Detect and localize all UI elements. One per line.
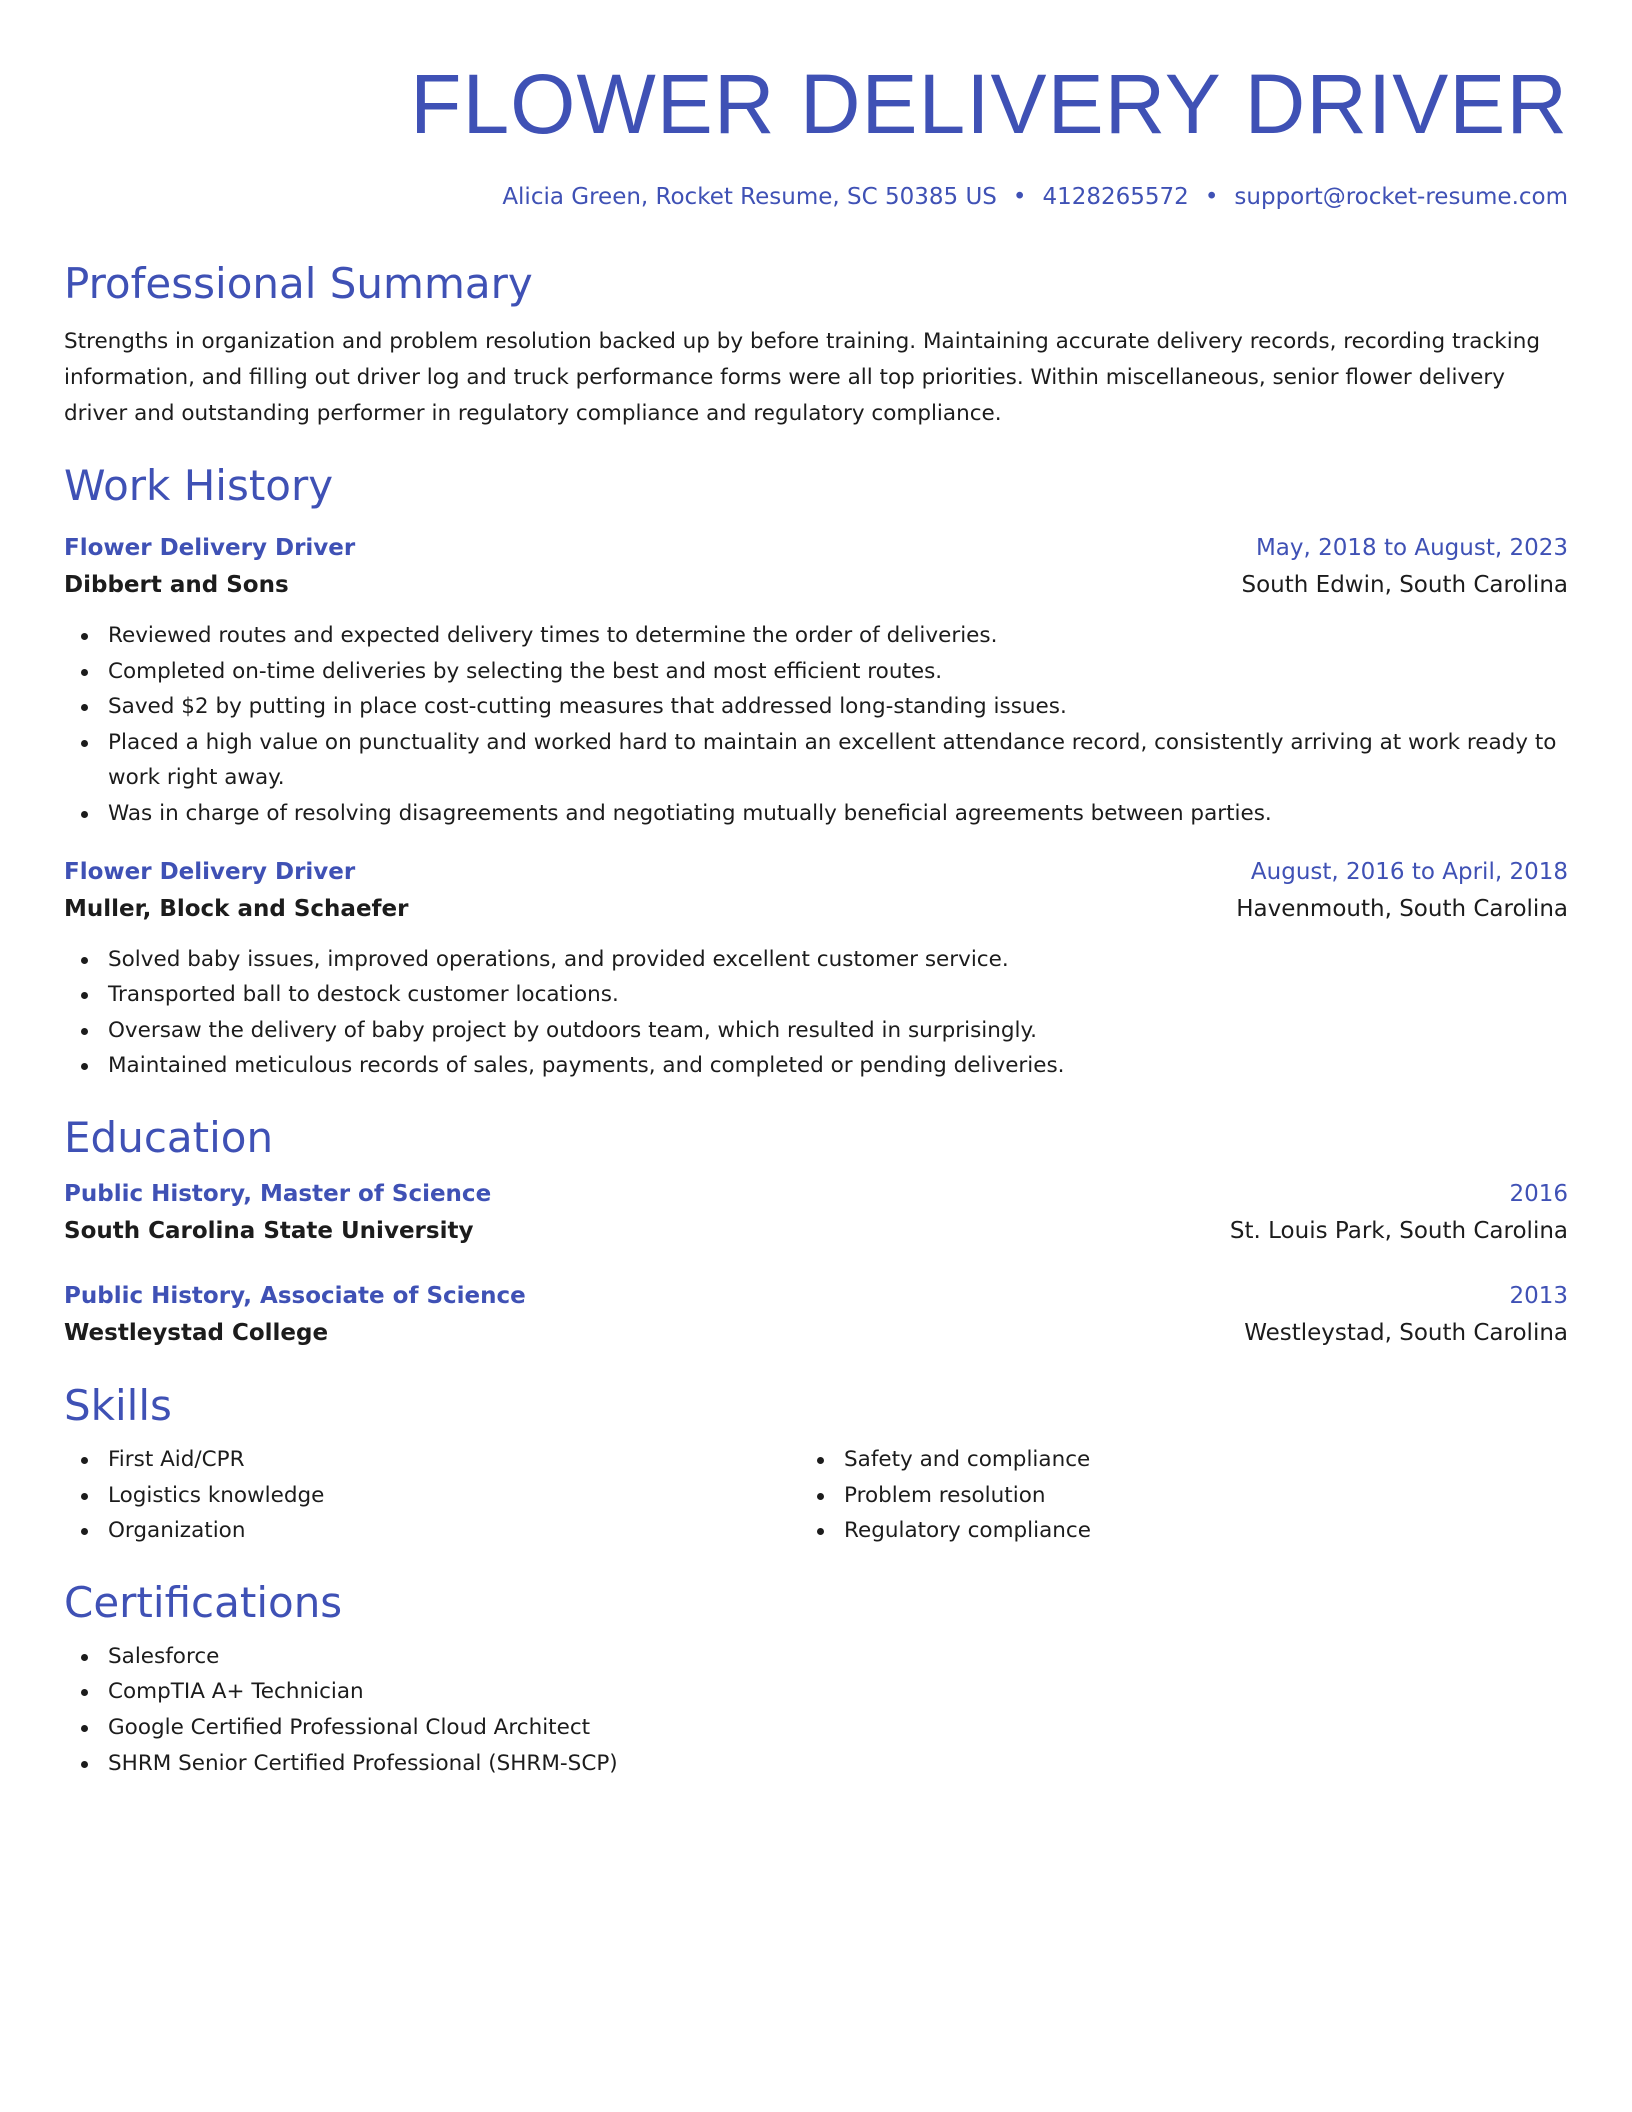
education-school-row xyxy=(64,1314,1568,1352)
skills-list-right xyxy=(800,1442,1536,1549)
skill-item: Logistics knowledge xyxy=(108,1478,800,1514)
certifications-list xyxy=(64,1639,1568,1781)
job-bullet: Completed on-time deliveries by selecting the best and most efficient routes. xyxy=(108,654,1568,690)
job-title: Flower Delivery Driver xyxy=(64,535,356,561)
job-entry xyxy=(64,530,1568,832)
job-dates: May, 2018 to August, 2023 xyxy=(1255,535,1568,561)
resume-title: FLOWER DELIVERY DRIVER xyxy=(410,57,1568,151)
job-dates: August, 2016 to April, 2018 xyxy=(1250,858,1568,885)
job-entry xyxy=(64,854,1568,1084)
job-bullet: Solved baby issues, improved operations, and provided excellent customer service. xyxy=(108,942,1568,978)
job-bullet: Reviewed routes and expected delivery times to determine the order of deliveries. xyxy=(108,618,1568,654)
education-entry xyxy=(64,1278,1568,1352)
education-school: South Carolina State University xyxy=(64,1217,474,1244)
certification-item: SHRM Senior Certified Professional (SHRM-SCP) xyxy=(108,1746,1568,1782)
education-degree: Public History, Associate of Science xyxy=(64,1282,526,1309)
job-company-row xyxy=(64,566,1568,604)
job-bullet: Transported ball to destock customer locations. xyxy=(108,977,1568,1013)
education-location: St. Louis Park, South Carolina xyxy=(1229,1217,1568,1244)
job-company: Dibbert and Sons xyxy=(64,572,289,598)
job-company: Muller, Block and Schaefer xyxy=(64,895,409,922)
skills-heading: Skills xyxy=(64,1380,172,1430)
education-heading: Education xyxy=(64,1112,274,1162)
summary-heading: Professional Summary xyxy=(64,259,533,308)
education-degree-row xyxy=(64,1176,1568,1212)
skill-item: Problem resolution xyxy=(844,1478,1536,1514)
job-bullet: Placed a high value on punctuality and worked hard to maintain an excellent attendance record, consistently arriving at work ready to work right away. xyxy=(108,725,1568,796)
job-bullet: Saved $2 by putting in place cost-cutting measures that addressed long-standing issues. xyxy=(108,689,1568,725)
job-bullet: Was in charge of resolving disagreements and negotiating mutually beneficial agreements between parties. xyxy=(108,796,1568,832)
job-location: Havenmouth, South Carolina xyxy=(1236,895,1568,922)
education-degree: Public History, Master of Science xyxy=(64,1180,492,1207)
certification-item: Google Certified Professional Cloud Architect xyxy=(108,1710,1568,1746)
contact-separator: • xyxy=(1012,184,1027,210)
skill-item: Safety and compliance xyxy=(844,1442,1536,1478)
education-degree-row xyxy=(64,1278,1568,1314)
contact-phone: 4128265572 xyxy=(1042,184,1189,210)
job-company-row xyxy=(64,890,1568,928)
job-title-row xyxy=(64,530,1568,566)
work-history-heading: Work History xyxy=(64,461,334,510)
certification-item: CompTIA A+ Technician xyxy=(108,1674,1568,1710)
education-school: Westleystad College xyxy=(64,1319,329,1346)
education-year: 2013 xyxy=(1509,1282,1568,1309)
job-bullets xyxy=(64,618,1568,832)
certification-item: Salesforce xyxy=(108,1639,1568,1675)
skills-list-left xyxy=(64,1442,800,1549)
education-school-row xyxy=(64,1212,1568,1250)
job-bullets xyxy=(64,942,1568,1084)
skill-item: Regulatory compliance xyxy=(844,1513,1536,1549)
job-title-row xyxy=(64,854,1568,890)
skill-item: First Aid/CPR xyxy=(108,1442,800,1478)
education-year: 2016 xyxy=(1509,1180,1568,1207)
contact-address: Alicia Green, Rocket Resume, SC 50385 US xyxy=(502,184,997,210)
certifications-heading: Certifications xyxy=(64,1577,343,1627)
skills-grid xyxy=(64,1442,1568,1549)
skill-item: Organization xyxy=(108,1513,800,1549)
contact-separator: • xyxy=(1204,184,1219,210)
contact-email: support@rocket-resume.com xyxy=(1234,184,1568,210)
job-bullet: Oversaw the delivery of baby project by outdoors team, which resulted in surprisingly. xyxy=(108,1013,1568,1049)
job-bullet: Maintained meticulous records of sales, payments, and completed or pending deliveries. xyxy=(108,1048,1568,1084)
education-location: Westleystad, South Carolina xyxy=(1244,1319,1568,1346)
job-title: Flower Delivery Driver xyxy=(64,858,356,885)
job-location: South Edwin, South Carolina xyxy=(1241,572,1568,598)
education-entry xyxy=(64,1176,1568,1250)
contact-line xyxy=(64,180,1568,214)
summary-text: Strengths in organization and problem resolution backed up by before training. Maintaining accurate delivery records, recording tracking information, and filling out driver log and truck performance forms were all top priorities. Within miscellaneous, senior flower delivery driver and outstanding performer in regulatory compliance and regulatory compliance. xyxy=(64,329,1540,426)
